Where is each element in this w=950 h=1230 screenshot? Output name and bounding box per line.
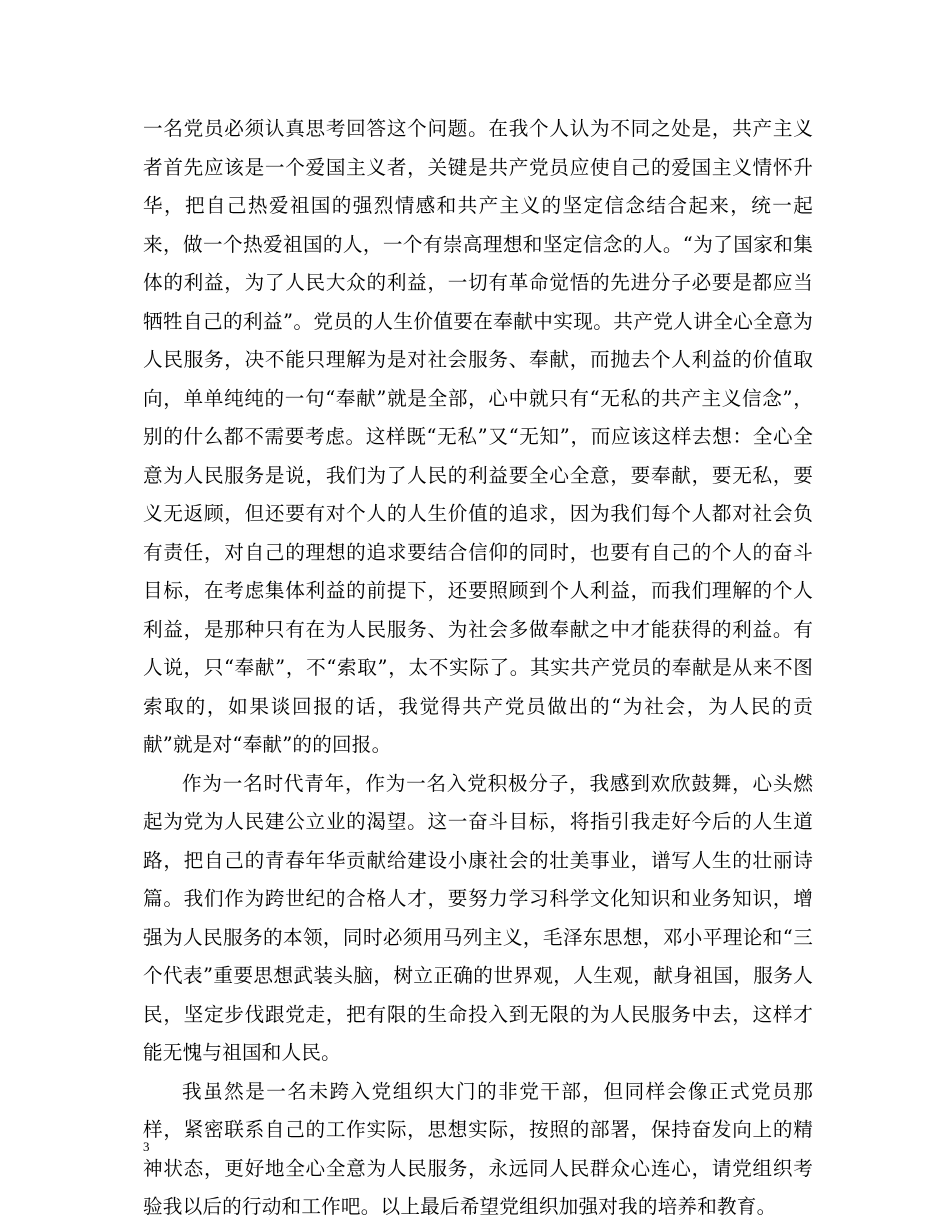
- paragraph: 我虽然是一名未跨入党组织大门的非党干部，但同样会像正式党员那样，紧密联系自己的工作实际，思想实际，按照的部署，保持奋发向上的精神状态，更好地全心全意为人民服务，永远同人民群众心连心，请党组织考验我以后的行动和工作吧。以上最后希望党组织加强对我的培养和教育。: [143, 1079, 813, 1218]
- paragraph: 作为一名时代青年，作为一名入党积极分子，我感到欢欣鼓舞，心头燃起为党为人民建公立业的渴望。这一奋斗目标，将指引我走好今后的人生道路，把自己的青春年华贡献给建设小康社会的壮美事业，谱写人生的壮丽诗篇。我们作为跨世纪的合格人才，要努力学习科学文化知识和业务知识，增强为人民服务的本领，同时必须用马列主义，毛泽东思想，邓小平理论和“三个代表”重要思想武装头脑，树立正确的世界观，人生观，献身祖国，服务人民，坚定步伐跟党走，把有限的生命投入到无限的为人民服务中去，这样才能无愧与祖国和人民。: [143, 771, 813, 1064]
- paragraph: 一名党员必须认真思考回答这个问题。在我个人认为不同之处是，共产主义者首先应该是一个爱国主义者，关键是共产党员应使自己的爱国主义情怀升华，把自己热爱祖国的强烈情感和共产主义的坚定信念结合起来，统一起来，做一个热爱祖国的人，一个有崇高理想和坚定信念的人。“为了国家和集体的利益，为了人民大众的利益，一切有革命觉悟的先进分子必要是都应当牺牲自己的利益”。党员的人生价值要在奉献中实现。共产党人讲全心全意为人民服务，决不能只理解为是对社会服务、奉献，而抛去个人利益的价值取向，单单纯纯的一句“奉献”就是全部，心中就只有“无私的共产主义信念”，别的什么都不需要考虑。这样既“无私”又“无知”，而应该这样去想：全心全意为人民服务是说，我们为了人民的利益要全心全意，要奉献，要无私，要义无返顾，但还要有对个人的人生价值的追求，因为我们每个人都对社会负有责任，对自己的理想的追求要结合信仰的同时，也要有自己的个人的奋斗目标，在考虑集体利益的前提下，还要照顾到个人利益，而我们理解的个人利益，是那种只有在为人民服务、为社会多做奉献之中才能获得的利益。有人说，只“奉献”，不“索取”，太不实际了。其实共产党员的奉献是从来不图索取的，如果谈回报的话，我觉得共产党员做出的“为社会，为人民的贡献”就是对“奉献”的的回报。: [143, 117, 813, 756]
- page-number: 3: [143, 1139, 150, 1154]
- body-text: [143, 110, 813, 1227]
